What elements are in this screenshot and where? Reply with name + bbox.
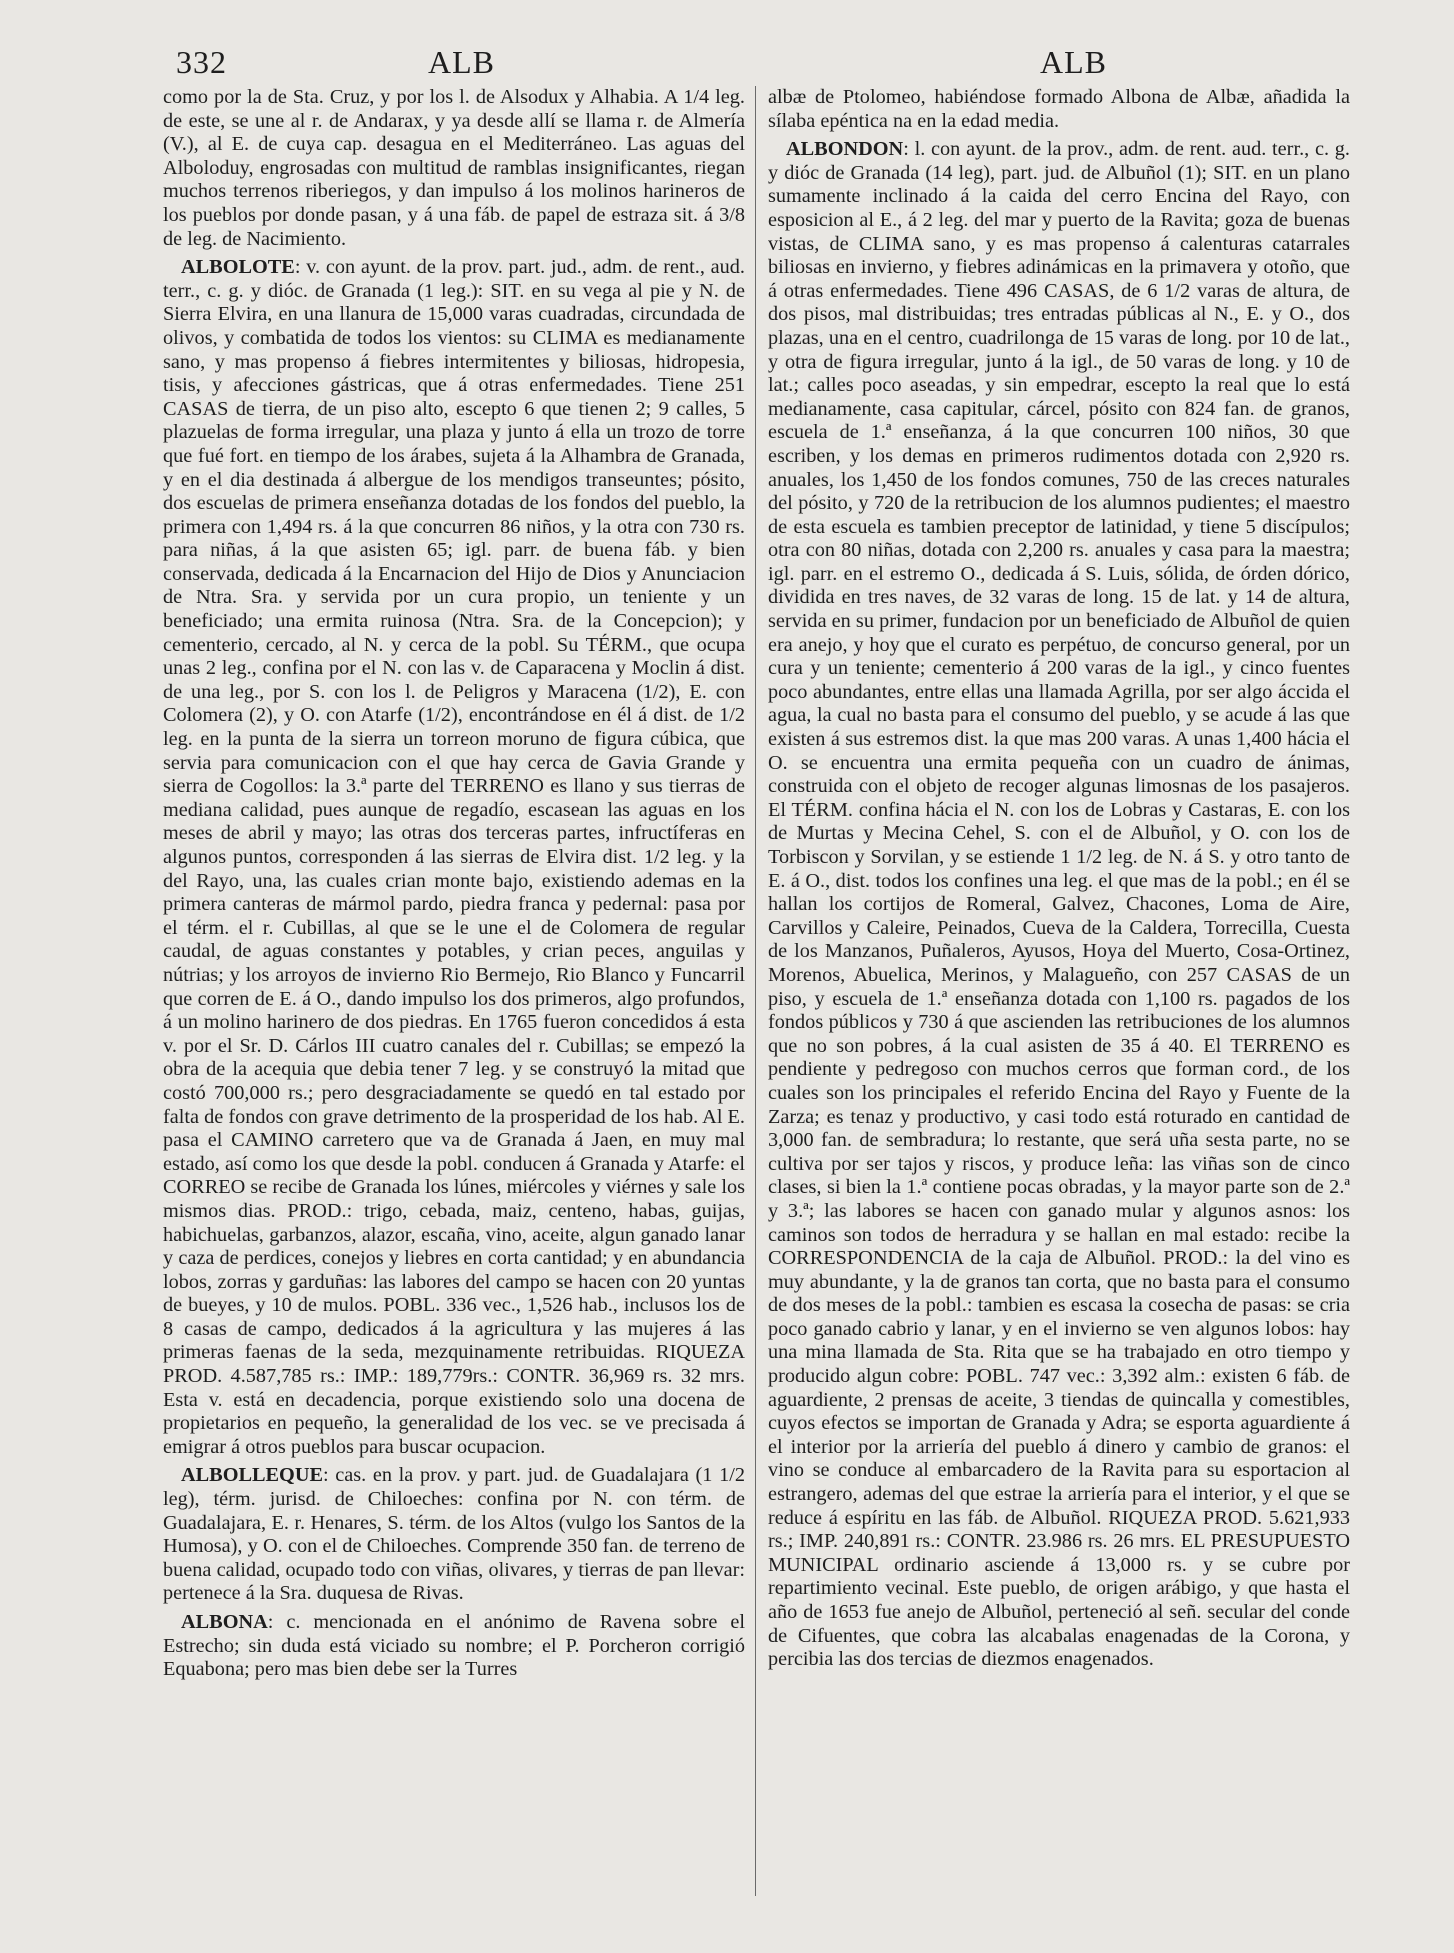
entry-continuation: como por la de Sta. Cruz, y por los l. de Alsodux y Alhabia. A 1/4 leg. de este, se une al r. de Andarax, y ya desde allí se llama r. de Almería (V.), al E. de cuya cap. desagua en el Mediterráneo. Las aguas del Alboloduy, engrosadas con multitud de ramblas insignificantes, riegan muchos terrenos riberiegos, y dan impulso á los molinos harineros de los pueblos por donde pasan, y á una fáb. de papel de estraza sit. á 3/8 de leg. de Nacimiento. <box>163 86 745 250</box>
entry-text: : l. con ayunt. de la prov., adm. de rent. aud. terr., c. g. y dióc de Granada (14 leg), part. jud. de Albuñol (1); SIT. en un plano sumamente inclinado á la caida del cerro Encina del Rayo, con esposicion al E., á 2 leg. del mar y puerto de la Ravita; goza de buenas vistas, de CLIMA sano, y es mas propenso á calenturas catarrales biliosas en invierno, y fiebres adinámicas en la primavera y otoño, que á otras enfermedades. Tiene 496 CASAS, de 6 1/2 varas de altura, de dos pisos, mal distribuidas; tres entradas públicas al N., E. y O., dos plazas, una en el centro, cuadrilonga de 15 varas de long. por 10 de lat., y otra de figura irregular, junto á la igl., de 50 varas de long. y 10 de lat.; calles poco aseadas, y sin empedrar, escepto la real que lo está medianamente, casa capitular, cárcel, pósito con 824 fan. de granos, escuela de 1.ª enseñanza, á la que concurren 100 niños, 30 que escriben, y los demas en primeros rudimentos dotada con 2,920 rs. anuales, los 1,450 de los fondos comunes, 750 de las creces naturales del pósito, y 720 de la retribucion de los alumnos pudientes; el maestro de esta escuela es tambien preceptor de latinidad, y tiene 5 discípulos; otra con 80 niñas, dotada con 2,200 rs. anuales y casa para la maestra; igl. parr. en el estremo O., dedicada á S. Luis, sólida, de órden dórico, dividida en tres naves, de 32 varas de long. 15 de lat. y 14 de altura, servida en su primer, fundacion por un beneficiado de Albuñol de quien era anejo, y hoy que el curato es perpétuo, de concurso general, por un cura y un teniente; cementerio á 200 varas de la igl., y cinco fuentes poco abundantes, entre ellas una llamada Agrilla, por ser algo áccida el agua, la cual no basta para el consumo del pueblo, y se acude á las que existen á sus estremos dist. la que mas 200 varas. A unas 1,400 hácia el O. se encuentra una ermita pequeña con un cuadro de ánimas, construida con el objeto de recoger algunas limosnas de los pasajeros. El TÉRM. confina hácia el N. con los de Lobras y Castaras, E. con los de Murtas y Mecina Cehel, S. con el de Albuñol, y O. con los de Torbiscon y Sorvilan, y se estiende 1 1/2 leg. de N. á S. y otro tanto de E. á O., dist. todos los confines una leg. el que mas de la pobl.; en él se hallan los cortijos de Romeral, Galvez, Chacones, Loma de Aire, Carvillos y Caleire, Peinados, Cueva de la Caldera, Torrecilla, Cuesta de los Manzanos, Puñaleros, Ayusos, Hoya del Muerto, Cosa-Ortinez, Morenos, Abuelica, Merinos, y Malagueño, con 257 CASAS de un piso, y escuela de 1.ª enseñanza dotada con 1,100 rs. pagados de los fondos públicos y 730 á que ascienden las retribuciones de los alumnos que no son pobres, á la cual asisten de 35 á 40. El TERRENO es pendiente y pedregoso con muchos cerros que forman cord., de los cuales son los principales el referido Encina del Rayo y Fuente de la Zarza; es tenaz y productivo, y casi todo está roturado en cantidad de 3,000 fan. de sembradura; lo restante, que será uña sesta parte, no se cultiva por ser tajos y riscos, y produce leña: las viñas son de cinco clases, si bien la 1.ª contiene pocas obradas, y la mayor parte son de 2.ª y 3.ª; las labores se hacen con ganado mular y algunos asnos: los caminos son todos de herradura y se hallan en mal estado: recibe la CORRESPONDENCIA de la caja de Albuñol. PROD.: la del vino es muy abundante, y la de granos tan corta, que no basta para el consumo de dos meses de la pobl.: tambien es escasa la cosecha de pasas: se cria poco ganado cabrio y lanar, y en el invierno se ven algunos lobos: hay una mina llamada de Sta. Rita que se ha trabajado en otro tiempo y producido algun cobre: POBL. 747 vec.: 3,392 alm.: existen 6 fáb. de aguardiente, 2 prensas de aceite, 3 tiendas de quincalla y comestibles, cuyos efectos se importan de Granada y Adra; se esporta aguardiente á el interior por la arriería del pueblo á dinero y cambio de granos: el vino se conduce al embarcadero de la Ravita para su esportacion al estrangero, ademas del que estrae la arriería para el interior, y el que se reduce á espíritu en las fáb. de Albuñol. RIQUEZA PROD. 5.621,933 rs.; IMP. 240,891 rs.: CONTR. 23.986 rs. 26 mrs. EL PRESUPUESTO MUNICIPAL ordinario asciende á 13,000 rs. y se cubre por repartimiento vecinal. Este pueblo, de origen arábigo, y que hasta el año de 1653 fue anejo de Albuñol, perteneció al señ. secular del conde de Cifuentes, que cobra las alcabalas enagenadas de la Corona, y percibia las dos tercias de diezmos enagenados. <box>768 138 1350 1671</box>
headword: ALBONA <box>181 1611 268 1633</box>
headword: ALBONDON <box>786 138 904 161</box>
entry-text: : v. con ayunt. de la prov. part. jud., adm. de rent., aud. terr., c. g. y dióc. de Granada (1 leg.): SIT. en su vega al pie y N. de Sierra Elvira, en una llanura de 15,000 varas cuadradas, circundada de olivos, y combatida de todos los vientos: su CLIMA es medianamente sano, y mas propenso á fiebres intermitentes y biliosas, hidropesia, tisis, y afecciones gástricas, que á otras enfermedades. Tiene 251 CASAS de tierra, de un piso alto, escepto 6 que tienen 2; 9 calles, 5 plazuelas de forma irregular, una plaza y junto á ella un trozo de torre que fué fort. en tiempo de los árabes, sujeta á la Alhambra de Granada, y en el dia destinada á albergue de los mendigos transeuntes; pósito, dos escuelas de primera enseñanza dotadas de los fondos del pueblo, la primera con 1,494 rs. á la que concurren 86 niños, y la otra con 730 rs. para niñas, á la que asisten 65; igl. parr. de buena fáb. y bien conservada, dedicada á la Encarnacion del Hijo de Dios y Anunciacion de Ntra. Sra. y servida por un cura propio, un teniente y un beneficiado; una ermita ruinosa (Ntra. Sra. de la Concepcion); y cementerio, cercado, al N. y cerca de la pobl. Su TÉRM., que ocupa unas 2 leg., confina por el N. con las v. de Caparacena y Moclin á dist. de una leg., por S. con los l. de Peligros y Maracena (1/2), E. con Colomera (2), y O. con Atarfe (1/2), encontrándose en él á dist. de 1/2 leg. en la punta de la sierra un torreon moruno de figura cúbica, que servia para comunicacion con el que hay cerca de Gavia Grande y sierra de Cogollos: la 3.ª parte del TERRENO es llano y sus tierras de mediana calidad, pues aunque de regadío, escasean las aguas en los meses de abril y mayo; las otras dos terceras partes, infructíferas en algunos puntos, corresponden á las sierras de Elvira dist. 1/2 leg. y la del Rayo, una, las cuales crian monte bajo, existiendo ademas en la primera canteras de mármol pardo, piedra franca y pedernal: pasa por el térm. el r. Cubillas, al que se le une el de Colomera de regular caudal, de aguas constantes y potables, y crian peces, anguilas y nútrias; y los arroyos de invierno Rio Bermejo, Rio Blanco y Funcarril que corren de E. á O., dando impulso los dos primeros, algo profundos, á un molino harinero de dos piedras. En 1765 fueron concedidos á esta v. por el Sr. D. Cárlos III cuatro canales del r. Cubillas; se empezó la obra de la acequia que debia tener 7 leg. y se construyó la mitad que costó 700,000 rs.; pero desgraciadamente se quedó en tal estado por falta de fondos con grave detrimento de la prosperidad de los hab. Al E. pasa el CAMINO carretero que va de Granada á Jaen, en muy mal estado, así como los que desde la pobl. conducen á Granada y Atarfe: el CORREO se recibe de Granada los lúnes, miércoles y viérnes y sale los mismos dias. PROD.: trigo, cebada, maiz, centeno, habas, guijas, habichuelas, garbanzos, alazor, escaña, vino, aceite, algun ganado lanar y caza de perdices, conejos y liebres en corta cantidad; y en abundancia lobos, zorras y garduñas: las labores del campo se hacen con 20 yuntas de bueyes, y 10 de mulos. POBL. 336 vec., 1,526 hab., inclusos los de 8 casas de campo, dedicados á la agricultura y las mujeres á las primeras faenas de la seda, mezquinamente retribuidas. RIQUEZA PROD. 4.587,785 rs.: IMP.: 189,779rs.: CONTR. 36,969 rs. 32 mrs. Esta v. está en decadencia, porque existiendo solo una docena de propietarios en pequeño, la generalidad de los vec. se ve precisada á emigrar á otros pueblos para buscar ocupacion. <box>163 256 745 1458</box>
headword: ALBOLLEQUE <box>181 1464 324 1487</box>
left-column <box>163 86 745 1682</box>
entry-albondon <box>768 138 1350 1672</box>
right-running-head: ALB <box>1040 44 1107 80</box>
entry-text: : c. mencionada en el anónimo de Ravena sobre el Estrecho; sin duda está viciado su nombre; el P. Porcheron corrigió Equabona; pero mas bien debe ser la Turres <box>163 1611 745 1681</box>
entry-albolote <box>163 256 745 1459</box>
entry-continuation: albæ de Ptolomeo, habiéndose formado Albona de Albæ, añadida la sílaba epéntica na en la edad media. <box>768 86 1350 132</box>
left-running-head: ALB <box>428 44 495 80</box>
entry-albolleque <box>163 1464 745 1606</box>
page-number: 332 <box>176 44 227 80</box>
right-column <box>768 86 1350 1672</box>
column-divider <box>755 86 756 1896</box>
entry-text: : cas. en la prov. y part. jud. de Guadalajara (1 1/2 leg), térm. jurisd. de Chiloeches: confina por N. con térm. de Guadalajara, E. r. Henares, S. térm. de los Altos (vulgo los Santos de la Humosa), y O. con el de Chiloeches. Comprende 350 fan. de terreno de buena calidad, ocupado todo con viñas, olivares, y tierras de pan llevar: pertenece á la Sra. duquesa de Rivas. <box>163 1464 745 1605</box>
headword: ALBOLOTE <box>181 256 295 279</box>
entry-albona <box>163 1611 745 1682</box>
